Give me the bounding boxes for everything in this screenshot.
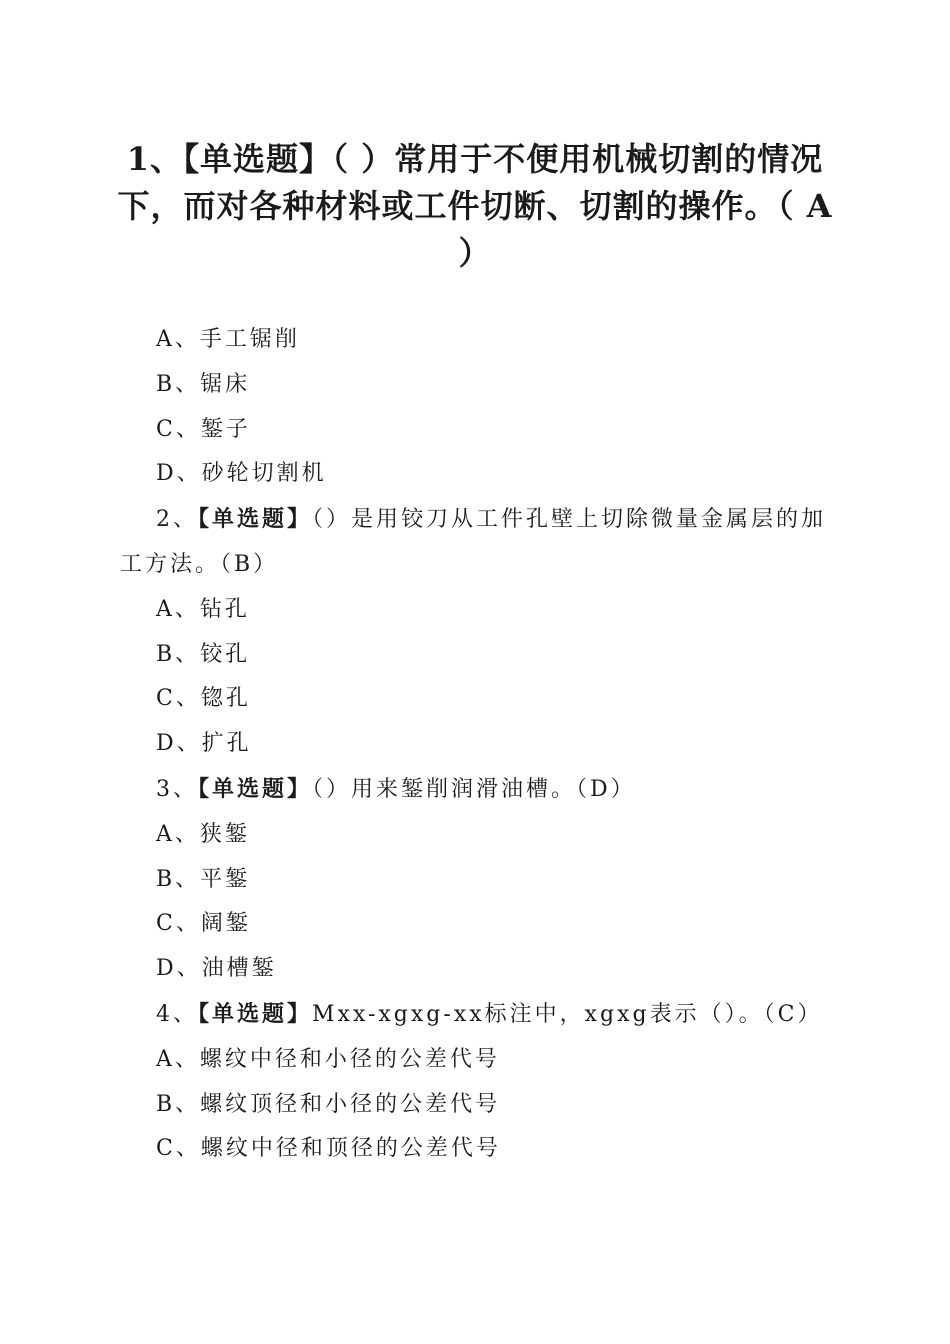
q4-option-b: B、螺纹顶径和小径的公差代号 bbox=[156, 1091, 501, 1117]
q4-option-c: C、螺纹中径和顶径的公差代号 bbox=[156, 1136, 501, 1162]
question-3-number: 3、 bbox=[156, 776, 198, 802]
document-body bbox=[120, 318, 830, 1172]
q3-option-d: D、油槽錾 bbox=[156, 956, 277, 982]
question-4-tag: 【单选题】 bbox=[198, 1000, 313, 1027]
q1-option-b: B、锯床 bbox=[156, 371, 251, 397]
q2-option-a: A、钻孔 bbox=[156, 596, 250, 622]
q2-option-d: D、扩孔 bbox=[156, 731, 252, 757]
q1-option-c: C、錾子 bbox=[156, 416, 251, 442]
question-4 bbox=[120, 992, 830, 1038]
q2-option-b: B、铰孔 bbox=[156, 641, 251, 667]
question-2 bbox=[120, 497, 830, 588]
question-2-number: 2、 bbox=[156, 507, 198, 533]
question-4-number: 4、 bbox=[156, 1001, 198, 1027]
q4-option-a: A、螺纹中径和小径的公差代号 bbox=[156, 1046, 500, 1072]
question-2-tag: 【单选题】 bbox=[198, 506, 313, 533]
q3-option-c: C、阔錾 bbox=[156, 911, 251, 937]
q1-option-d: D、砂轮切割机 bbox=[156, 461, 327, 487]
question-3-text: （）用来錾削润滑油槽。（D） bbox=[312, 776, 636, 802]
question-3-tag: 【单选题】 bbox=[198, 775, 313, 802]
q3-option-b: B、平錾 bbox=[156, 866, 251, 892]
question-4-text: Mxx-xgxg-xx标注中，xgxg表示（）。（C） bbox=[312, 1001, 823, 1027]
question-1-title: 1、【单选题】（ ）常用于不便用机械切割的情况下，而对各种材料或工件切断、切割的操作。（ A ） bbox=[117, 140, 833, 272]
q3-option-a: A、狭錾 bbox=[156, 821, 250, 847]
q2-option-c: C、锪孔 bbox=[156, 686, 251, 712]
q1-option-a: A、手工锯削 bbox=[156, 327, 300, 352]
question-2-text: （）是用铰刀从工件孔壁上切除微量金属层的加工方法。（B） bbox=[120, 507, 827, 577]
question-3 bbox=[120, 767, 830, 813]
